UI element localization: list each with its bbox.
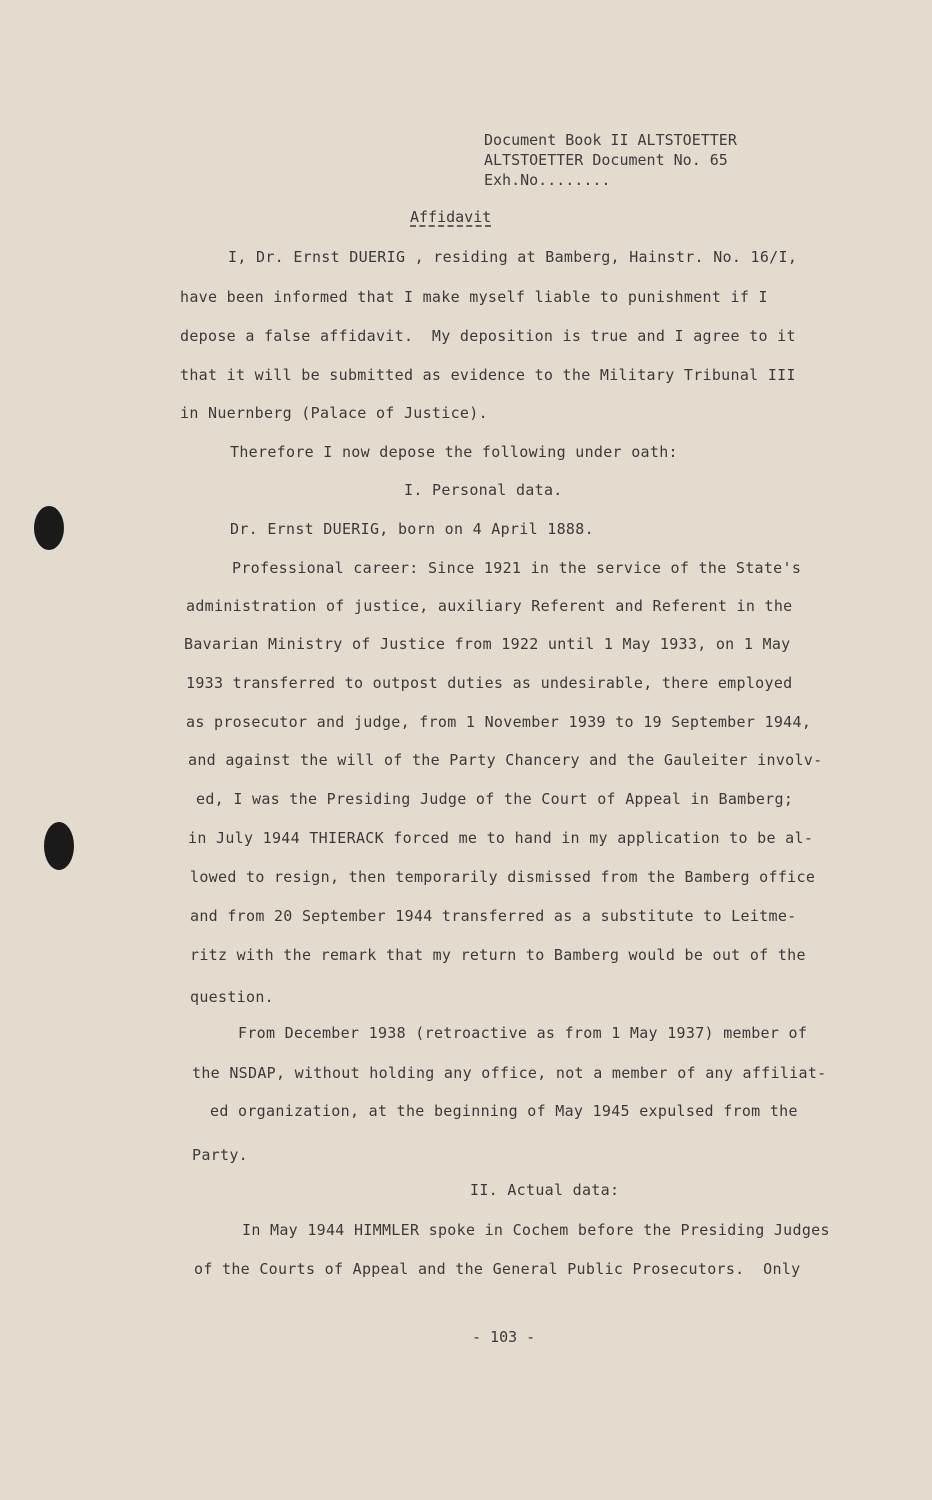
body-line: ed organization, at the beginning of May 1945 expulsed from the <box>210 1102 798 1120</box>
body-line: From December 1938 (retroactive as from 1 May 1937) member of <box>238 1024 808 1042</box>
punch-hole-top <box>34 506 64 550</box>
section-heading-actual: II. Actual data: <box>470 1181 620 1199</box>
header-line-book: Document Book II ALTSTOETTER <box>484 131 737 149</box>
document-title: Affidavit <box>410 208 492 226</box>
body-line: ed, I was the Presiding Judge of the Court of Appeal in Bamberg; <box>196 790 794 808</box>
body-line: Party. <box>192 1146 248 1164</box>
document-header <box>484 130 737 190</box>
body-line: of the Courts of Appeal and the General Public Prosecutors. Only <box>194 1260 801 1278</box>
body-line: as prosecutor and judge, from 1 November 1939 to 19 September 1944, <box>186 713 812 731</box>
body-line: and from 20 September 1944 transferred as a substitute to Leitme- <box>190 907 797 925</box>
body-line: ritz with the remark that my return to Bamberg would be out of the <box>190 946 806 964</box>
body-line: depose a false affidavit. My deposition is true and I agree to it <box>180 327 796 345</box>
body-line: lowed to resign, then temporarily dismissed from the Bamberg office <box>190 868 816 886</box>
body-line: Therefore I now depose the following under oath: <box>230 443 678 461</box>
body-line: and against the will of the Party Chancery and the Gauleiter involv- <box>188 751 823 769</box>
body-line: In May 1944 HIMMLER spoke in Cochem before the Presiding Judges <box>242 1221 830 1239</box>
body-line: Bavarian Ministry of Justice from 1922 until 1 May 1933, on 1 May <box>184 635 791 653</box>
page-number: - 103 - <box>472 1328 536 1346</box>
body-line: in Nuernberg (Palace of Justice). <box>180 404 488 422</box>
header-line-document: ALTSTOETTER Document No. 65 <box>484 151 728 169</box>
header-line-exhibit: Exh.No........ <box>484 171 611 189</box>
body-line: the NSDAP, without holding any office, not a member of any affiliat- <box>192 1064 827 1082</box>
body-line: administration of justice, auxiliary Referent and Referent in the <box>186 597 793 615</box>
body-line: question. <box>190 988 274 1006</box>
body-line: have been informed that I make myself liable to punishment if I <box>180 288 768 306</box>
body-line: Dr. Ernst DUERIG, born on 4 April 1888. <box>230 520 594 538</box>
body-line: Professional career: Since 1921 in the service of the State's <box>232 559 802 577</box>
body-line: in July 1944 THIERACK forced me to hand in my application to be al- <box>188 829 814 847</box>
body-line: that it will be submitted as evidence to the Military Tribunal III <box>180 366 796 384</box>
section-heading-personal: I. Personal data. <box>404 481 563 499</box>
body-line: 1933 transferred to outpost duties as undesirable, there employed <box>186 674 793 692</box>
punch-hole-bottom <box>44 822 74 870</box>
body-line: I, Dr. Ernst DUERIG , residing at Bamberg, Hainstr. No. 16/I, <box>228 248 798 266</box>
